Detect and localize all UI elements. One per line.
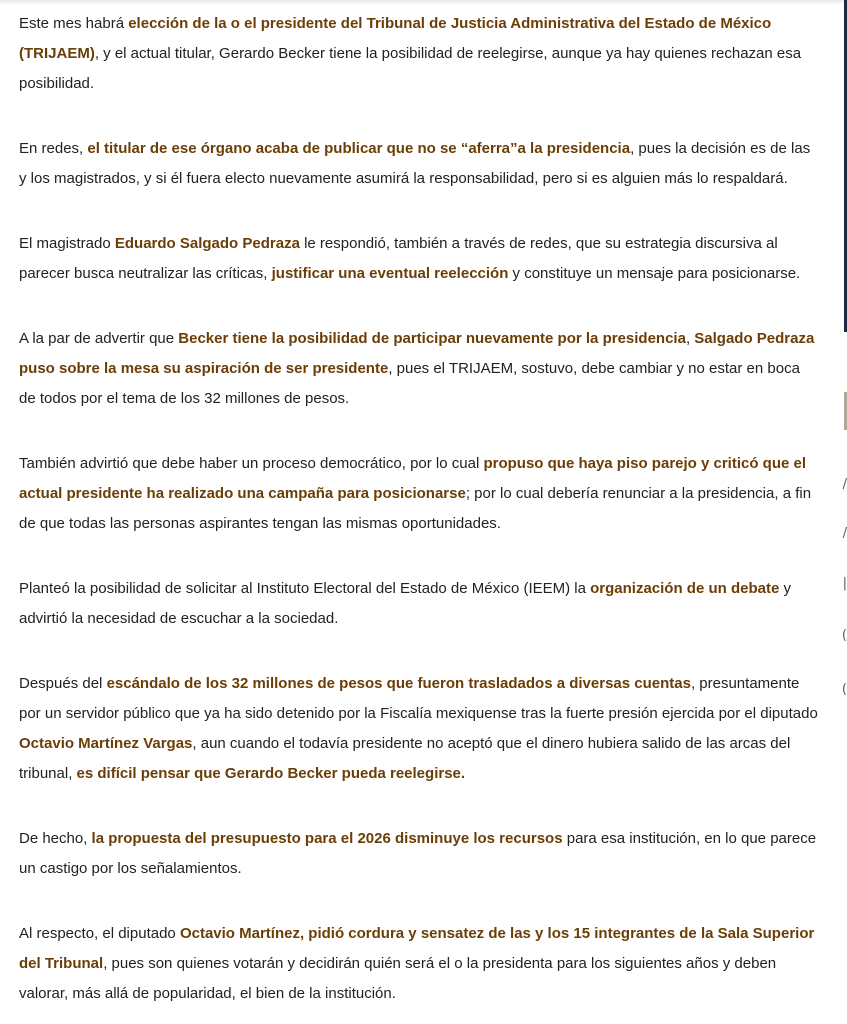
paragraph-text: , pues la decisión es de las y los magistrados, y si él fuera electo nuevamente asumirá la responsabilidad, pero si es alguien más lo respaldará.	[19, 140, 811, 187]
article-paragraph-8	[19, 824, 819, 884]
highlighted-text: es difícil pensar que Gerardo Becker pueda reelegirse.	[76, 765, 466, 782]
sidebar-edge-glyph: |	[842, 576, 847, 591]
paragraph-text: En redes,	[19, 140, 88, 157]
highlighted-text: Octavio Martínez Vargas	[19, 735, 193, 752]
paragraph-text: y advirtió la necesidad de escuchar a la sociedad.	[19, 580, 791, 627]
highlighted-text: escándalo de los 32 millones de pesos que fueron trasladados a diversas cuentas	[106, 675, 691, 692]
highlighted-text: Becker tiene la posibilidad de participar nuevamente por la presidencia	[178, 330, 686, 347]
article-paragraph-5	[19, 449, 819, 539]
article-paragraph-3	[19, 229, 819, 289]
paragraph-text: , y el actual titular, Gerardo Becker tiene la posibilidad de reelegirse, aunque ya hay quienes rechazan esa posibilidad.	[19, 45, 802, 92]
highlighted-text: organización de un debate	[590, 580, 780, 597]
article-paragraph-6	[19, 574, 819, 634]
highlighted-text: Eduardo Salgado Pedraza	[114, 235, 300, 252]
paragraph-text: A la par de advertir que	[19, 330, 179, 347]
highlighted-text: elección de la o el presidente del Tribunal de Justicia Administrativa del Estado de México (TRIJAEM)	[19, 15, 772, 62]
highlighted-text: la propuesta del presupuesto para el 2026 disminuye los recursos	[91, 830, 563, 847]
paragraph-text: Después del	[19, 675, 107, 692]
highlighted-text: justificar una eventual reelección	[271, 265, 509, 282]
paragraph-text: , pues son quienes votarán y decidirán quién será el o la presidenta para los siguientes años y deben valorar, más allá de popularidad, el bien de la institución.	[19, 955, 777, 1002]
sidebar-edge-glyph: /	[842, 477, 847, 492]
paragraph-text: , aun cuando el todavía presidente no aceptó que el dinero hubiera salido de las arcas del tribunal,	[19, 735, 791, 782]
paragraph-text: ; por lo cual debería renunciar a la presidencia, a fin de que todas las personas aspirantes tengan las mismas oportunidades.	[19, 485, 812, 532]
sidebar-edge-glyph: (	[841, 628, 847, 643]
paragraph-text: Planteó la posibilidad de solicitar al Instituto Electoral del Estado de México (IEEM) la	[19, 580, 591, 597]
article-paragraph-7	[19, 669, 819, 789]
paragraph-text: El magistrado	[19, 235, 115, 252]
article-paragraph-9	[19, 919, 819, 1009]
article-paragraph-4	[19, 324, 819, 414]
paragraph-text: Al respecto, el diputado	[19, 925, 180, 942]
sidebar-edge-glyph: (	[841, 682, 847, 697]
paragraph-text: para esa institución, en lo que parece un castigo por los señalamientos.	[19, 830, 817, 877]
article-paragraph-1	[19, 9, 819, 99]
highlighted-text: el titular de ese órgano acaba de publicar que no se “aferra”a la presidencia	[87, 140, 631, 157]
top-fade-divider	[0, 0, 847, 5]
paragraph-text: , pues el TRIJAEM, sostuvo, debe cambiar y no estar en boca de todos por el tema de los 32 millones de pesos.	[19, 360, 800, 407]
paragraph-text: De hecho,	[19, 830, 92, 847]
paragraph-text: Este mes habrá	[19, 15, 129, 32]
paragraph-text: También advirtió que debe haber un proceso democrático, por lo cual	[19, 455, 484, 472]
article-body	[19, 9, 819, 1024]
sidebar-edge-glyph: /	[842, 526, 847, 541]
highlighted-text: Octavio Martínez, pidió cordura y sensatez de las y los 15 integrantes de la Sala Superior del Tribunal	[19, 925, 815, 972]
highlighted-text: propuso que haya piso parejo y criticó que el actual presidente ha realizado una campaña para posicionarse	[19, 455, 807, 502]
paragraph-text: y constituye un mensaje para posicionarse.	[508, 265, 801, 282]
paragraph-text: le respondió, también a través de redes, que su estrategia discursiva al parecer busca neutralizar las críticas,	[19, 235, 778, 282]
highlighted-text: Salgado Pedraza puso sobre la mesa su aspiración de ser presidente	[19, 330, 815, 377]
paragraph-text: , presuntamente por un servidor público que ya ha sido detenido por la Fiscalía mexiquense tras la fuerte presión ejercida por el diputado	[19, 675, 818, 722]
paragraph-text: ,	[685, 330, 695, 347]
article-paragraph-2	[19, 134, 819, 194]
